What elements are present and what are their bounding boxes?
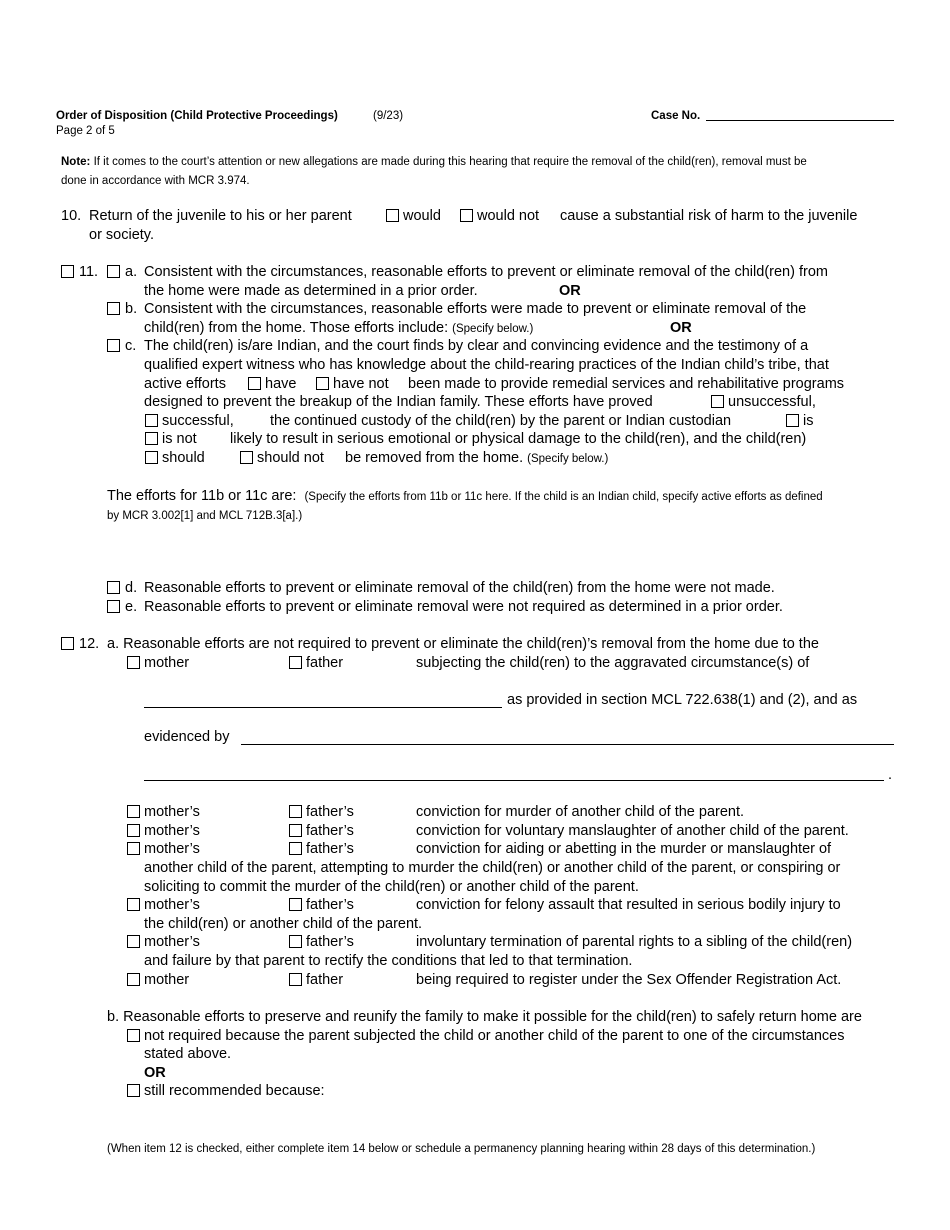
item-11a-text-1: Consistent with the circumstances, reasonable efforts to prevent or eliminate removal of the child(ren) from [144, 264, 828, 280]
item-11e-text: Reasonable efforts to prevent or eliminate removal were not required as determined in a prior order. [144, 599, 783, 615]
item-10-text: Return of the juvenile to his or her parent [89, 208, 352, 224]
label-murder-father: father’s [306, 804, 354, 820]
label-11c-successful: successful, [162, 413, 234, 429]
label-11c-is: is [803, 413, 814, 429]
item-11c-text-7 [345, 449, 608, 469]
label-12a-mother: mother [144, 655, 190, 671]
checkbox-sex-offender-father[interactable] [289, 973, 302, 986]
form-title: Order of Disposition (Child Protective Proceedings) [56, 110, 338, 122]
efforts-hint-2: by MCR 3.002[1] and MCL 712B.3[a].) [107, 510, 303, 522]
footer-note: (When item 12 is checked, either complete item 14 below or schedule a permanency planning hearing within 28 days of this determination.) [107, 1143, 816, 1155]
item-11c-text-7a: be removed from the home. [345, 450, 524, 466]
checkbox-manslaughter-father[interactable] [289, 824, 302, 837]
checkbox-aiding-mother[interactable] [127, 842, 140, 855]
item-11c-letter: c. [125, 338, 137, 354]
label-felony-father: father’s [306, 897, 354, 913]
label-11c-should-not: should not [257, 450, 324, 466]
item-11b-text-2 [144, 319, 533, 339]
item-11-number: 11. [79, 264, 99, 280]
checkbox-11[interactable] [61, 265, 74, 278]
label-termination-mother: mother’s [144, 934, 200, 950]
item-11c-text-3b: been made to provide remedial services and rehabilitative programs [408, 376, 845, 392]
item-11b-letter: b. [125, 301, 138, 317]
subjecting-text: subjecting the child(ren) to the aggravated circumstance(s) of [416, 655, 810, 671]
specify-below-11b: (Specify below.) [452, 323, 534, 335]
checkbox-11c-is[interactable] [786, 414, 799, 427]
or-label-11a: OR [559, 283, 581, 299]
termination-text-2: and failure by that parent to rectify the conditions that led to that termination. [144, 953, 633, 969]
checkbox-12b-still-recommended[interactable] [127, 1084, 140, 1097]
checkbox-11c-have[interactable] [248, 377, 261, 390]
item-12b-not-required-1: not required because the parent subjected the child or another child of the parent to one of the circumstances [144, 1028, 845, 1044]
form-version: (9/23) [373, 110, 404, 122]
efforts-text-area[interactable] [107, 528, 897, 574]
checkbox-felony-father[interactable] [289, 898, 302, 911]
checkbox-11c[interactable] [107, 339, 120, 352]
checkbox-12a-father[interactable] [289, 656, 302, 669]
checkbox-12a-mother[interactable] [127, 656, 140, 669]
efforts-line-1 [107, 487, 823, 507]
label-manslaughter-father: father’s [306, 823, 354, 839]
note-line-2: done in accordance with MCR 3.974. [61, 175, 250, 187]
checkbox-11b[interactable] [107, 302, 120, 315]
checkbox-11c-unsuccessful[interactable] [711, 395, 724, 408]
checkbox-12[interactable] [61, 637, 74, 650]
label-10-would-not: would not [477, 208, 540, 224]
conviction-felony-text-2: the child(ren) or another child of the parent. [144, 916, 423, 932]
checkbox-felony-mother[interactable] [127, 898, 140, 911]
conviction-aiding-text-2: another child of the parent, attempting to murder the child(ren) or another child of the parent, or conspiring or [144, 860, 841, 876]
item-12a-text: a. Reasonable efforts are not required to prevent or eliminate the child(ren)’s removal from the home due to the [107, 636, 819, 652]
checkbox-10-would-not[interactable] [460, 209, 473, 222]
specify-below-11c: (Specify below.) [527, 453, 609, 465]
checkbox-11c-successful[interactable] [145, 414, 158, 427]
label-11c-is-not: is not [162, 431, 197, 447]
item-11c-text-6: likely to result in serious emotional or physical damage to the child(ren), and the child(ren) [230, 431, 807, 447]
as-provided-text: as provided in section MCL 722.638(1) and (2), and as [507, 692, 858, 708]
item-11b-text-2a: child(ren) from the home. Those efforts include: [144, 320, 449, 336]
case-number-field[interactable] [706, 120, 894, 121]
evidenced-by-field-2[interactable] [144, 780, 884, 781]
label-11c-have: have [265, 376, 297, 392]
item-11c-text-5: the continued custody of the child(ren) by the parent or Indian custodian [270, 413, 732, 429]
sex-offender-text: being required to register under the Sex Offender Registration Act. [416, 972, 842, 988]
item-10-text-2: cause a substantial risk of harm to the juvenile [560, 208, 858, 224]
label-felony-mother: mother’s [144, 897, 200, 913]
label-murder-mother: mother’s [144, 804, 200, 820]
still-recommended-text-area[interactable] [144, 1103, 894, 1133]
item-10-number: 10. [61, 208, 82, 224]
conviction-aiding-text-3: soliciting to commit the murder of the child(ren) or another child of the parent. [144, 879, 639, 895]
case-number-label: Case No. [651, 110, 701, 122]
label-sex-offender-mother: mother [144, 972, 190, 988]
or-label-12b: OR [144, 1065, 166, 1081]
evidenced-period: . [888, 767, 893, 783]
checkbox-aiding-father[interactable] [289, 842, 302, 855]
or-label-11b: OR [670, 320, 692, 336]
item-11e-letter: e. [125, 599, 138, 615]
note-label: Note: [61, 156, 91, 168]
note-line-1 [61, 153, 807, 172]
label-11c-unsuccessful: unsuccessful, [728, 394, 816, 410]
page-number: Page 2 of 5 [56, 125, 115, 137]
checkbox-sex-offender-mother[interactable] [127, 973, 140, 986]
label-termination-father: father’s [306, 934, 354, 950]
item-11c-text-3a: active efforts [144, 376, 226, 392]
label-manslaughter-mother: mother’s [144, 823, 200, 839]
item-11c-text-1: The child(ren) is/are Indian, and the court finds by clear and convincing evidence and the testimony of a [144, 338, 809, 354]
checkbox-11e[interactable] [107, 600, 120, 613]
checkbox-termination-father[interactable] [289, 935, 302, 948]
label-aiding-father: father’s [306, 841, 354, 857]
conviction-murder-text: conviction for murder of another child of the parent. [416, 804, 745, 820]
checkbox-11d[interactable] [107, 581, 120, 594]
termination-text-1: involuntary termination of parental rights to a sibling of the child(ren) [416, 934, 853, 950]
label-10-would: would [403, 208, 441, 224]
label-aiding-mother: mother’s [144, 841, 200, 857]
label-11c-have-not: have not [333, 376, 389, 392]
checkbox-termination-mother[interactable] [127, 935, 140, 948]
item-11d-text: Reasonable efforts to prevent or eliminate removal of the child(ren) from the home were not made. [144, 580, 775, 596]
conviction-aiding-text-1: conviction for aiding or abetting in the murder or manslaughter of [416, 841, 832, 857]
item-10-text-3: or society. [89, 227, 155, 243]
efforts-label: The efforts for 11b or 11c are: [107, 488, 297, 504]
conviction-manslaughter-text: conviction for voluntary manslaughter of another child of the parent. [416, 823, 849, 839]
checkbox-murder-mother[interactable] [127, 805, 140, 818]
conviction-felony-text-1: conviction for felony assault that resulted in serious bodily injury to [416, 897, 841, 913]
evidenced-by-field-1[interactable] [241, 744, 894, 745]
item-11c-text-4: designed to prevent the breakup of the Indian family. These efforts have proved [144, 394, 653, 410]
item-11c-text-2: qualified expert witness who has knowledge about the child-rearing practices of the Indian child’s tribe, that [144, 357, 829, 373]
checkbox-11c-should-not[interactable] [240, 451, 253, 464]
item-11b-text-1: Consistent with the circumstances, reasonable efforts were made to prevent or eliminate removal of the [144, 301, 807, 317]
checkbox-11c-have-not[interactable] [316, 377, 329, 390]
aggravated-circumstance-field[interactable] [144, 707, 502, 708]
checkbox-12b-not-required[interactable] [127, 1029, 140, 1042]
item-12b-still-recommended: still recommended because: [144, 1083, 325, 1099]
efforts-hint-1: (Specify the efforts from 11b or 11c here. If the child is an Indian child, specify active efforts as defined [304, 491, 823, 503]
note-text-1: If it comes to the court’s attention or new allegations are made during this hearing that require the removal of the child(ren), removal must be [93, 156, 807, 168]
checkbox-murder-father[interactable] [289, 805, 302, 818]
checkbox-10-would[interactable] [386, 209, 399, 222]
item-12b-text: b. Reasonable efforts to preserve and reunify the family to make it possible for the child(ren) to safely return home are [107, 1009, 862, 1025]
label-11c-should: should [162, 450, 205, 466]
item-12-number: 12. [79, 636, 100, 652]
item-11a-text-2: the home were made as determined in a prior order. [144, 283, 478, 299]
checkbox-11c-is-not[interactable] [145, 432, 158, 445]
checkbox-11a[interactable] [107, 265, 120, 278]
item-11a-letter: a. [125, 264, 138, 280]
evidenced-by-label: evidenced by [144, 729, 230, 745]
checkbox-11c-should[interactable] [145, 451, 158, 464]
label-12a-father: father [306, 655, 344, 671]
item-12b-not-required-2: stated above. [144, 1046, 232, 1062]
label-sex-offender-father: father [306, 972, 344, 988]
checkbox-manslaughter-mother[interactable] [127, 824, 140, 837]
item-11d-letter: d. [125, 580, 138, 596]
